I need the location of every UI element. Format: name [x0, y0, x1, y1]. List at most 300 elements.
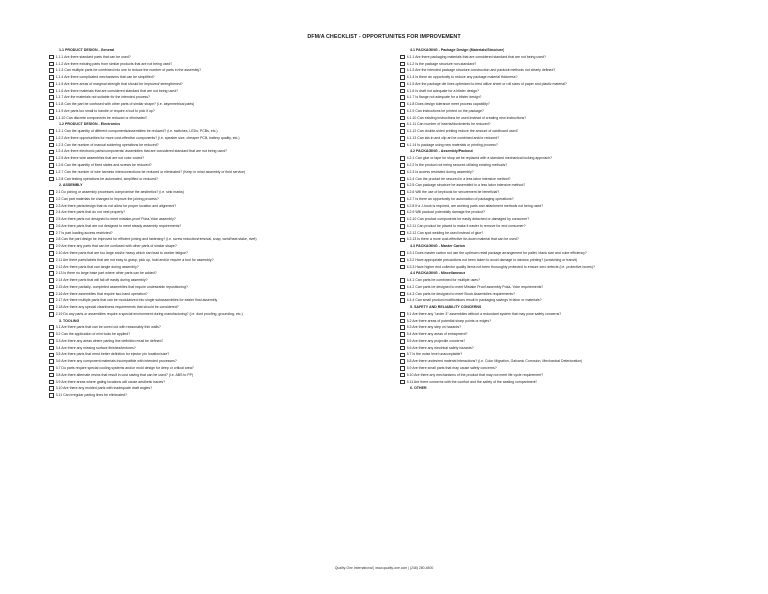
checkbox[interactable] [400, 210, 405, 215]
checklist-item [400, 176, 735, 183]
checklist-item [400, 216, 735, 223]
checklist-item [49, 297, 379, 304]
section-header [400, 385, 735, 392]
checklist-item [49, 243, 379, 250]
section-header-label: 1.2 PRODUCT DESIGN - Electronics [59, 122, 121, 127]
checkbox[interactable] [49, 62, 54, 67]
checkbox[interactable] [400, 163, 405, 168]
checkbox[interactable] [49, 109, 54, 114]
checkbox[interactable] [400, 102, 405, 107]
checkbox[interactable] [49, 292, 54, 297]
checklist-item [49, 135, 379, 142]
checklist-item-label: 4.2.11 Can product be placed to make it easier to remove for end consumer? [406, 223, 526, 228]
checklist-item [49, 67, 379, 74]
checklist-item [400, 351, 735, 358]
checklist-item-label: 4.1.3 Are the intended package structure construction and packout methods not clearly defined? [406, 68, 556, 73]
section-header [49, 318, 379, 325]
checklist-item [49, 392, 379, 399]
checklist-item [400, 236, 735, 243]
checkbox[interactable] [400, 129, 405, 134]
checklist-item [400, 277, 735, 284]
checkbox[interactable] [49, 204, 54, 209]
checklist-item-label: 4.2.4 Can the product be secured in a less labor intensive method? [406, 176, 511, 181]
checkbox[interactable] [49, 102, 54, 107]
checkbox[interactable] [49, 258, 54, 263]
section-header [400, 270, 735, 277]
checklist-item [49, 94, 379, 101]
checklist-item [400, 61, 735, 68]
section-header [400, 304, 735, 311]
checklist-item [400, 284, 735, 291]
checkbox[interactable] [400, 346, 405, 351]
checkbox[interactable] [49, 312, 54, 317]
checklist-item-label: 5.2 Are there areas of potential sharp points or edges? [406, 318, 492, 323]
checklist-item-label: 4.3.2 Have appropriate precautions not been taken to avoid damage to window printing? (scratching or transit) [406, 257, 578, 262]
checklist-item-label: 4.1.9 Can instructions be printed on the package? [406, 108, 484, 113]
checklist-item-label: 1.1.2 Are there existing parts from similar products that are not being used? [55, 61, 173, 66]
checklist-item [400, 230, 735, 237]
checklist-item [400, 324, 735, 331]
checklist-item-label: 3.10 Are there any molded parts with inadequate draft angles? [55, 386, 153, 391]
checklist-item [400, 297, 735, 304]
checklist-item-label: 4.2.7 Is there an opportunity for automation of packaging operations? [406, 196, 514, 201]
checklist-item-label: 4.1.1 Are there packaging materials that are considered standard that are not being used? [406, 54, 546, 59]
checklist-item [400, 291, 735, 298]
checklist-item-label: 1.1.9 Are parts too small to handle or require a tool to pick it up? [55, 108, 155, 113]
checklist-item-label: 1.2.2 Are there opportunities for more cost-effective components? (i.e. speaker size, cheaper PCB, battery quality, etc.) [55, 135, 240, 140]
checklist-item [49, 270, 379, 277]
checklist-item-label: 2.5 Are there parts not designed to meet mistake-proof Poka-Yoke assembly? [55, 217, 176, 222]
checklist-item [49, 230, 379, 237]
checkbox[interactable] [49, 325, 54, 330]
checkbox[interactable] [49, 163, 54, 168]
checklist-item [49, 365, 379, 372]
checklist-item [49, 209, 379, 216]
footer: Quality-One International | www.quality-one.com | (248) 280-4800 [334, 566, 434, 570]
checkbox[interactable] [400, 89, 405, 94]
checklist-item [400, 121, 735, 128]
checklist-item [400, 345, 735, 352]
checkbox[interactable] [49, 210, 54, 215]
checklist-item-label: 2.4 Are there parts that do not nest properly? [55, 210, 126, 215]
checklist-item [49, 155, 379, 162]
checklist-item-label: 3.1 Are there parts that can be cored out with reasonably thin walls? [55, 325, 161, 330]
checklist-item [49, 385, 379, 392]
checklist-item-label: 3.7 Do parts require special cooling systems and/or mold design for deep or critical area? [55, 365, 194, 370]
checkbox[interactable] [400, 366, 405, 371]
checkbox[interactable] [400, 68, 405, 73]
checklist-item-label: 1.1.8 Can the part be confused with other parts of similar shape? (i.e. asymmetrical parts) [55, 102, 195, 107]
checkbox[interactable] [49, 190, 54, 195]
checklist-item [400, 209, 735, 216]
right-column [400, 47, 735, 392]
checkbox[interactable] [49, 177, 54, 182]
checklist-item [49, 264, 379, 271]
checklist-item [49, 142, 379, 149]
section-header [400, 243, 735, 250]
checkbox[interactable] [400, 116, 405, 121]
section-header-label: 4.3 PACKAGING - Master Carton [410, 244, 466, 249]
checklist-item [400, 128, 735, 135]
checklist-item-label: 5.1 Are there any "under 3" assemblies without a redundant system that may pose safety concerns? [406, 311, 562, 316]
checklist-item [49, 115, 379, 122]
checklist-item-label: 3.8 Are there alternate resins that result in cost saving that can be used? (i.e. ABS to PP) [55, 372, 194, 377]
checkbox[interactable] [400, 265, 405, 270]
checklist-item-label: 2.19 Do any parts or assemblies require a special environment during manufacturing? (i.e. dust proofing, grounding, etc.) [55, 311, 243, 316]
checklist-item-label: 4.2.6 Will the use of keyboots for securement be beneficial? [406, 190, 500, 195]
checklist-item-label: 3.5 Are there parts that need better definition for ejector pin location/size? [55, 352, 170, 357]
checkbox[interactable] [49, 380, 54, 385]
checkbox[interactable] [49, 386, 54, 391]
checklist-item [49, 277, 379, 284]
checklist-item [49, 284, 379, 291]
checkbox[interactable] [400, 224, 405, 229]
checklist-item [49, 372, 379, 379]
checkbox[interactable] [400, 136, 405, 141]
checkbox[interactable] [400, 82, 405, 87]
checklist-item [400, 331, 735, 338]
checkbox[interactable] [400, 298, 405, 303]
checklist-item [49, 379, 379, 386]
checkbox[interactable] [400, 183, 405, 188]
checkbox[interactable] [49, 305, 54, 310]
checklist-item [400, 189, 735, 196]
section-header-label: 3. TOOLING [59, 318, 80, 323]
checklist-item [49, 162, 379, 169]
checklist-item-label: 2.2 Can part materials be changed to improve the joining process? [55, 196, 159, 201]
checklist-item-label: 1.1.6 Are there materials that are considered standard that are not being used? [55, 88, 178, 93]
checklist-item [400, 155, 735, 162]
checklist-item-label: 4.2.5 Can package structure be assembled in a less labor intensive method? [406, 183, 526, 188]
checklist-item [400, 203, 735, 210]
checklist-item [400, 142, 735, 149]
checklist-item-label: 1.2.6 Can the quantity of fixed states and screws be reduced? [55, 163, 152, 168]
checklist-item [49, 108, 379, 115]
checkbox[interactable] [400, 332, 405, 337]
checkbox[interactable] [49, 359, 54, 364]
checklist-item-label: 3.2 Can the application of mini tools be applied? [55, 332, 131, 337]
checklist-item [49, 304, 379, 311]
checklist-item [49, 257, 379, 264]
checklist-item [49, 169, 379, 176]
checkbox[interactable] [400, 170, 405, 175]
checklist-item-label: 4.4.1 Can parts be combined for multiple uses? [406, 278, 480, 283]
checklist-item-label: 1.2.3 Can the number of manual soldering operations be reduced? [55, 142, 159, 147]
checkbox[interactable] [49, 298, 54, 303]
checkbox[interactable] [49, 251, 54, 256]
checklist-item-label: 4.3.3 Have higher end collector quality items not been thoroughly protected to ensure zero defects (i.e. protective boxes)? [406, 264, 595, 269]
checkbox[interactable] [400, 231, 405, 236]
checkbox[interactable] [49, 143, 54, 148]
checklist-item [400, 54, 735, 61]
checkbox[interactable] [49, 197, 54, 202]
checklist-item-label: 5.8 Are there undesired material interactions? (i.e. Color Migration, Galvanic Corrosion, Mechanical Deterioration) [406, 359, 583, 364]
checkbox[interactable] [400, 339, 405, 344]
checklist-item-label: 5.10 Are there any mechanisms of the product that may not meet life cycle requirement? [406, 372, 544, 377]
checkbox[interactable] [49, 150, 54, 155]
checklist-item-label: 1.1.5 Are there areas of marginal strength that should be improved/ strengthened? [55, 81, 183, 86]
checklist-item [400, 135, 735, 142]
checkbox[interactable] [400, 217, 405, 222]
checklist-item-label: 2.6 Are there parts that are not designed to meet steady assembly requirements? [55, 223, 182, 228]
checklist-item-label: 2.10 Are there parts that are too large and/or heavy which can lead to worker fatigue? [55, 250, 188, 255]
checkbox[interactable] [400, 190, 405, 195]
checklist-item [49, 324, 379, 331]
checklist-item [49, 358, 379, 365]
checklist-item-label: 4.1.8 Does design tolerance meet process capability? [406, 102, 490, 107]
checkbox[interactable] [400, 319, 405, 324]
section-header-label: 1.1 PRODUCT DESIGN - General [59, 48, 115, 52]
checklist-item-label: 4.1.13 Can tab-in and clip art be combined and/or reduced? [406, 135, 500, 140]
checkbox[interactable] [49, 278, 54, 283]
checkbox[interactable] [49, 393, 54, 398]
checklist-item [400, 108, 735, 115]
checkbox[interactable] [400, 143, 405, 148]
checkbox[interactable] [400, 312, 405, 317]
checkbox[interactable] [400, 292, 405, 297]
checklist-item-label: 1.1.4 Are there complicated mechanisms that can be simplified? [55, 75, 155, 80]
checkbox[interactable] [400, 373, 405, 378]
checkbox[interactable] [49, 271, 54, 276]
checkbox[interactable] [400, 156, 405, 161]
checklist-item [49, 223, 379, 230]
checkbox[interactable] [400, 75, 405, 80]
checklist-item-label: 1.1.10 Can discrete components be reduced or eliminated? [55, 115, 148, 120]
checkbox[interactable] [49, 244, 54, 249]
checklist-item [49, 88, 379, 95]
checklist-item-label: 5.5 Are there any projectile concerns? [406, 338, 466, 343]
checklist-item-label: 4.2.9 Will packout potentially damage the product? [406, 210, 486, 215]
checklist-item-label: 1.2.1 Can the quantity of different components/assemblies be reduced? (i.e. switches, LEDs, PCBs, etc.) [55, 129, 218, 134]
checklist-item [49, 74, 379, 81]
checklist-item-label: 1.2.5 Are there wire assemblies that are not color coded? [55, 156, 145, 161]
checkbox[interactable] [400, 123, 405, 128]
checklist-item-label: 4.2.2 Is the product not being secured utilizing existing methods? [406, 163, 508, 168]
checkbox[interactable] [400, 325, 405, 330]
checklist-item [400, 162, 735, 169]
checklist-item-label: 2.17 Are there multiple parts that can be modularized into single subassemblies for easier final assembly [55, 298, 218, 303]
checklist-item-label: 2.11 Are there parts/labels that are not easy to grasp, pick up, hold and/or require a tool for assembly? [55, 257, 214, 262]
checkbox[interactable] [49, 129, 54, 134]
checkbox[interactable] [49, 231, 54, 236]
checkbox[interactable] [49, 82, 54, 87]
checkbox[interactable] [49, 116, 54, 121]
checklist-item [49, 176, 379, 183]
checklist-item-label: 4.1.12 Can double-sided printing reduce the amount of cardboard used? [406, 129, 519, 134]
checklist-item-label: 4.4.3 Can parts be designed to meet Stock Assemblies requirements? [406, 291, 515, 296]
checklist-item [49, 216, 379, 223]
checklist-item [400, 223, 735, 230]
section-header-label: 6. OTHER [410, 386, 427, 391]
checklist-item [400, 318, 735, 325]
checklist-item [49, 81, 379, 88]
checklist-item-label: 2.3 Are there parts/design that do not allow for proper location and alignment? [55, 203, 177, 208]
checkbox[interactable] [400, 62, 405, 67]
checkbox[interactable] [400, 285, 405, 290]
checkbox[interactable] [49, 217, 54, 222]
checklist-item-label: 2.12 Are there parts that can tangle during assembly? [55, 264, 139, 269]
checklist-item-label: 1.2.7 Can the number of wire harness interconnections be reduced or eliminated? (Keep in mind assembly or field service) [55, 169, 246, 174]
checklist-item [400, 81, 735, 88]
checklist-item-label: 4.4.2 Can parts be designed to meet Mistake Proof assembly Poka- Yoke requirements? [406, 284, 544, 289]
section-header-label: 4.1 PACKAGING - Package Design (Materials/Structure) [410, 48, 505, 52]
checklist-item-label: 4.1.5 Are the package die lines optimized to best utilize sheet or roll sizes of paper and plastic material? [406, 81, 567, 86]
checkbox[interactable] [400, 238, 405, 243]
checklist-item [400, 338, 735, 345]
checkbox[interactable] [400, 380, 405, 385]
checkbox[interactable] [49, 366, 54, 371]
checklist-item [400, 257, 735, 264]
checklist-item-label: 4.1.11 Can number of inserts/blockments be reduced? [406, 122, 491, 127]
checklist-item [400, 264, 735, 271]
checklist-item-label: 4.3.1 Does master carton not use the optimum retail package arrangement for pallet, blank size and cube efficiency? [406, 250, 587, 255]
checkbox[interactable] [49, 339, 54, 344]
section-header-label: 2. ASSEMBLY [59, 183, 83, 188]
checklist-item [49, 61, 379, 68]
checklist-item [400, 74, 735, 81]
checklist-item [400, 101, 735, 108]
section-header [49, 121, 379, 128]
checklist-item-label: 2.1 Do joining or assembly processes compromise the aesthetics? (i.e. sink marks) [55, 190, 184, 195]
section-header [400, 148, 735, 155]
checklist-item [49, 351, 379, 358]
checklist-item [400, 372, 735, 379]
section-header [400, 47, 735, 54]
checklist-item-label: 2.9 Are there any parts that can be confused with other parts of similar shape? [55, 244, 177, 249]
checklist-item-label: 1.2.4 Are there electronic parts/components/ assemblies that are considered standard that are not being used? [55, 149, 228, 154]
checklist-item [400, 67, 735, 74]
checklist-item [49, 331, 379, 338]
checklist-item [49, 54, 379, 61]
checkbox[interactable] [49, 238, 54, 243]
checklist-item-label: 3.4 Are there any missing surface finishes/textures? [55, 345, 136, 350]
checkbox[interactable] [49, 89, 54, 94]
checkbox[interactable] [49, 55, 54, 60]
checklist-item [49, 345, 379, 352]
section-header-label: 4.2 PACKAGING - Assembly/Packout [410, 149, 473, 154]
checklist-item-label: 1.1.3 Can multiple parts be combined into one to reduce the number of parts in the assembly? [55, 68, 202, 73]
checklist-item [49, 291, 379, 298]
checkbox[interactable] [49, 265, 54, 270]
checklist-item-label: 2.15 Are there partially- completed assemblies that require undesirable repositioning? [55, 284, 188, 289]
checklist-item-label: 4.2.13 Is there a more cost-effective tie-down material that can be used? [406, 237, 519, 242]
checkbox[interactable] [400, 251, 405, 256]
checklist-item-label: 4.2.8 If a J-hook is required, are working parts and attachment methods not being used? [406, 203, 544, 208]
checkbox[interactable] [400, 109, 405, 114]
checklist-item [400, 115, 735, 122]
checklist-item [49, 189, 379, 196]
checklist-item [49, 311, 379, 318]
checklist-item-label: 1.2.8 Can testing operations be automated, simplified or reduced? [55, 176, 158, 181]
checkbox[interactable] [49, 353, 54, 358]
checklist-item [400, 88, 735, 95]
checkbox[interactable] [49, 156, 54, 161]
checklist-item [49, 101, 379, 108]
checklist-item [400, 169, 735, 176]
checklist-item-label: 2.8 Can the part design be improved for efficient joining and fastening? (i.e. screw reduction/removal, snap, weld/heat stake, rivet) [55, 237, 257, 242]
checkbox[interactable] [49, 285, 54, 290]
checklist-item-label: 3.9 Are there areas where gating locations will cause aesthetic issues? [55, 379, 166, 384]
checklist-item-label: 3.3 Are there any areas where parting line definition must be defined? [55, 338, 164, 343]
checklist-item-label: 2.7 Is part loading access restricted? [55, 230, 113, 235]
checklist-item-label: 4.1.14 Is package using new materials or printing process? [406, 142, 498, 147]
checklist-item [49, 203, 379, 210]
checkbox[interactable] [49, 224, 54, 229]
checkbox[interactable] [49, 95, 54, 100]
checklist-item-label: 1.1.7 Are the materials not suitable for the intended process? [55, 95, 150, 100]
checkbox[interactable] [49, 136, 54, 141]
checklist-item [49, 148, 379, 155]
section-header-label: 5. SAFETY AND RELIABILITY CONCERNS [410, 305, 482, 310]
checkbox[interactable] [49, 332, 54, 337]
checklist-item-label: 5.3 Are there any step on hazards? [406, 325, 462, 330]
checklist-item [49, 236, 379, 243]
checkbox[interactable] [400, 204, 405, 209]
checklist-item-label: 2.14 Are there parts that will fall off easily during assembly? [55, 278, 148, 283]
checklist-item [49, 338, 379, 345]
checklist-item-label: 3.11 Can irregular parting lines be eliminated? [55, 393, 127, 398]
checkbox[interactable] [400, 278, 405, 283]
section-header-label: 4.4 PACKAGING - Miscellaneous [410, 271, 466, 276]
checklist-item-label: 4.1.6 Is draft not adequate for a blister design? [406, 88, 479, 93]
left-column [49, 47, 379, 399]
checklist-item [400, 365, 735, 372]
checkbox[interactable] [400, 177, 405, 182]
checklist-item [400, 358, 735, 365]
checklist-item [400, 196, 735, 203]
checklist-item-label: 4.2.3 Is access restricted during assembly? [406, 169, 474, 174]
checklist-item-label: 4.2.10 Can product components be easily detached or damaged by consumer? [406, 217, 530, 222]
checklist-item-label: 2.18 Are there any special cleanliness requirements that should be considered? [55, 305, 179, 310]
checkbox[interactable] [400, 359, 405, 364]
checkbox[interactable] [49, 346, 54, 351]
checklist-item [49, 196, 379, 203]
checklist-item-label: 5.6 Are there any electrical safety hazards? [406, 345, 474, 350]
checklist-item [49, 250, 379, 257]
document-title: DFM/A CHECKLIST - OPPORTUNITES FOR IMPROVEMENT [307, 34, 461, 40]
checklist-item-label: 4.1.7 Is flange not adequate for a blister design? [406, 95, 482, 100]
checklist-item-label: 1.1.1 Are there standard parts that can be used? [55, 54, 131, 59]
checkbox[interactable] [49, 75, 54, 80]
checkbox[interactable] [400, 353, 405, 358]
checklist-item-label: 4.4.4 Can small product modifications result in packaging savings in labor or materials? [406, 298, 542, 303]
checklist-item-label: 5.11 Are there concerns with the comfort and the safety of the seating compartment? [406, 379, 538, 384]
checkbox[interactable] [400, 95, 405, 100]
section-header [49, 47, 379, 54]
checkbox[interactable] [400, 197, 405, 202]
section-header [49, 182, 379, 189]
checklist-item-label: 5.9 Are there small parts that may cause safety concerns? [406, 365, 497, 370]
checklist-item [49, 128, 379, 135]
checklist-item-label: 2.16 Are there assemblies that require two-hand operation? [55, 291, 148, 296]
checkbox[interactable] [400, 55, 405, 60]
checkbox[interactable] [49, 373, 54, 378]
checklist-item-label: 4.1.2 Is the package structure non-standard? [406, 61, 477, 66]
checklist-item-label: 4.2.12 Can spot welding be used instead of glue? [406, 230, 484, 235]
checklist-item [400, 379, 735, 386]
checklist-item-label: 5.7 Is the noise level unacceptable? [406, 352, 463, 357]
checklist-item [400, 250, 735, 257]
checklist-item-label: 4.1.10 Can existing instructions be used instead of creating new instructions? [406, 115, 527, 120]
checkbox[interactable] [49, 170, 54, 175]
checkbox[interactable] [49, 68, 54, 73]
checklist-item [400, 311, 735, 318]
checklist-item [400, 94, 735, 101]
checklist-item [400, 182, 735, 189]
checkbox[interactable] [400, 258, 405, 263]
checklist-item-label: 5.4 Are there any areas of entrapment? [406, 332, 468, 337]
checklist-item-label: 2.13 Is there no large base part where other parts can be added? [55, 271, 157, 276]
